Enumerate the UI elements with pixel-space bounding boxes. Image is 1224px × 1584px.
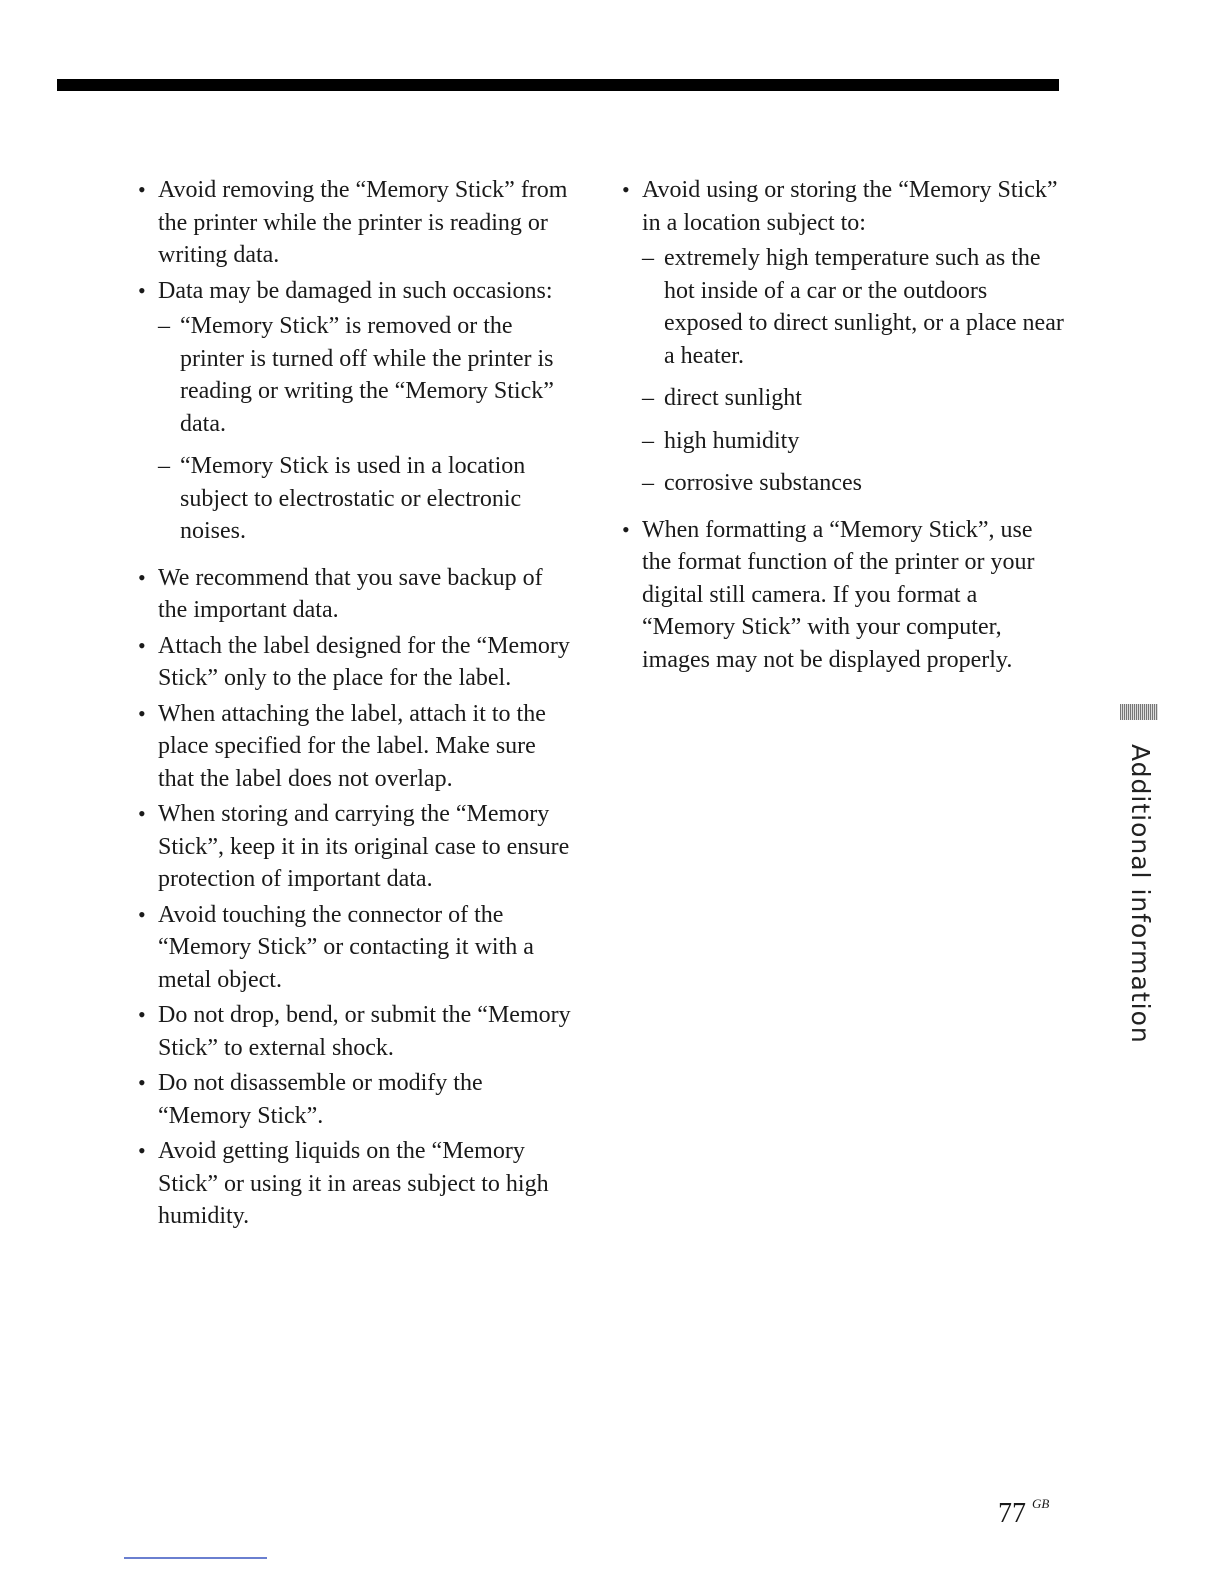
right-column [617, 174, 1067, 679]
sub-item-text: extremely high temperature such as the hot inside of a car or the outdoors exposed to direct sunlight, or a place near a heater. [664, 245, 1064, 369]
sub-list [617, 242, 1067, 500]
sub-list [133, 310, 573, 548]
sub-item-text: high humidity [664, 427, 800, 454]
bullet-dot: • [138, 1002, 146, 1027]
sub-item-text: “Memory Stick” is removed or the printer is turned off while the printer is reading or writing the “Memory Stick” data. [180, 313, 554, 437]
bullet-dot: • [138, 801, 146, 826]
bullet-text: Attach the label designed for the “Memory Stick” only to the place for the label. [158, 632, 570, 691]
bullet-dot: • [138, 564, 146, 590]
page-number [998, 1496, 1049, 1530]
bullet-item [617, 514, 1067, 677]
bullet-dot: • [138, 901, 146, 927]
bullet-text: When formatting a “Memory Stick”, use the format function of the printer or your digital still camera. If you format a “Memory Stick” with your computer, images may not be displayed properly. [642, 516, 1035, 673]
top-rule [57, 79, 1059, 91]
bottom-divider [124, 1557, 267, 1559]
bullet-text: Do not disassemble or modify the “Memory Stick”. [158, 1070, 483, 1129]
bullet-text: Do not drop, bend, or submit the “Memory Stick” to external shock. [158, 1002, 571, 1061]
dash-mark: – [642, 385, 654, 411]
bullet-dot: • [622, 177, 630, 202]
bullet-item [133, 275, 573, 308]
side-tab [1121, 744, 1155, 1044]
bullet-text: When attaching the label, attach it to the place specified for the label. Make sure that the label does not overlap. [158, 700, 546, 792]
bullet-text: Avoid getting liquids on the “Memory Stick” or using it in areas subject to high humidity. [158, 1138, 549, 1229]
side-tab-label: Additional information [1126, 744, 1155, 1044]
page-number-value: 77 [998, 1498, 1026, 1529]
bullet-dot: • [138, 632, 146, 658]
bullet-text: Avoid touching the connector of the “Memory Stick” or contacting it with a metal object. [158, 901, 534, 993]
left-column [133, 174, 573, 1236]
bullet-item [133, 630, 573, 695]
dash-mark: – [158, 313, 170, 339]
bullet-text: Data may be damaged in such occasions: [158, 277, 553, 304]
bullet-dot: • [138, 277, 146, 303]
bullet-text: We recommend that you save backup of the important data. [158, 564, 543, 623]
bullet-item [133, 174, 573, 272]
sub-item-text: direct sunlight [664, 385, 802, 411]
bullet-item [133, 562, 573, 627]
page-number-suffix: GB [1032, 1496, 1050, 1511]
sub-item [133, 450, 573, 548]
bullet-text: Avoid removing the “Memory Stick” from the printer while the printer is reading or writing data. [158, 177, 568, 268]
sub-item-text: “Memory Stick is used in a location subject to electrostatic or electronic noises. [180, 453, 526, 544]
sub-item [617, 382, 1067, 415]
dash-mark: – [642, 470, 654, 496]
bullet-item [133, 1135, 573, 1233]
bullet-item [133, 999, 573, 1064]
bullet-item [133, 698, 573, 796]
dash-mark: – [642, 245, 654, 271]
bullet-text: Avoid using or storing the “Memory Stick” in a location subject to: [642, 177, 1058, 236]
bullet-text: When storing and carrying the “Memory Stick”, keep it in its original case to ensure protection of important data. [158, 801, 570, 892]
bullet-dot: • [622, 516, 630, 542]
bullet-item [617, 174, 1067, 239]
sub-item [133, 310, 573, 440]
sub-item [617, 425, 1067, 458]
bullet-dot: • [138, 177, 146, 202]
bullet-dot: • [138, 700, 146, 726]
sub-item-text: corrosive substances [664, 470, 862, 496]
sub-item [617, 242, 1067, 372]
bullet-item [133, 1067, 573, 1132]
side-tab-marker [1120, 704, 1158, 720]
sub-item [617, 467, 1067, 500]
bullet-dot: • [138, 1070, 146, 1095]
dash-mark: – [642, 427, 654, 454]
bullet-dot: • [138, 1138, 146, 1163]
bullet-item [133, 798, 573, 896]
bullet-item [133, 899, 573, 997]
dash-mark: – [158, 453, 170, 479]
